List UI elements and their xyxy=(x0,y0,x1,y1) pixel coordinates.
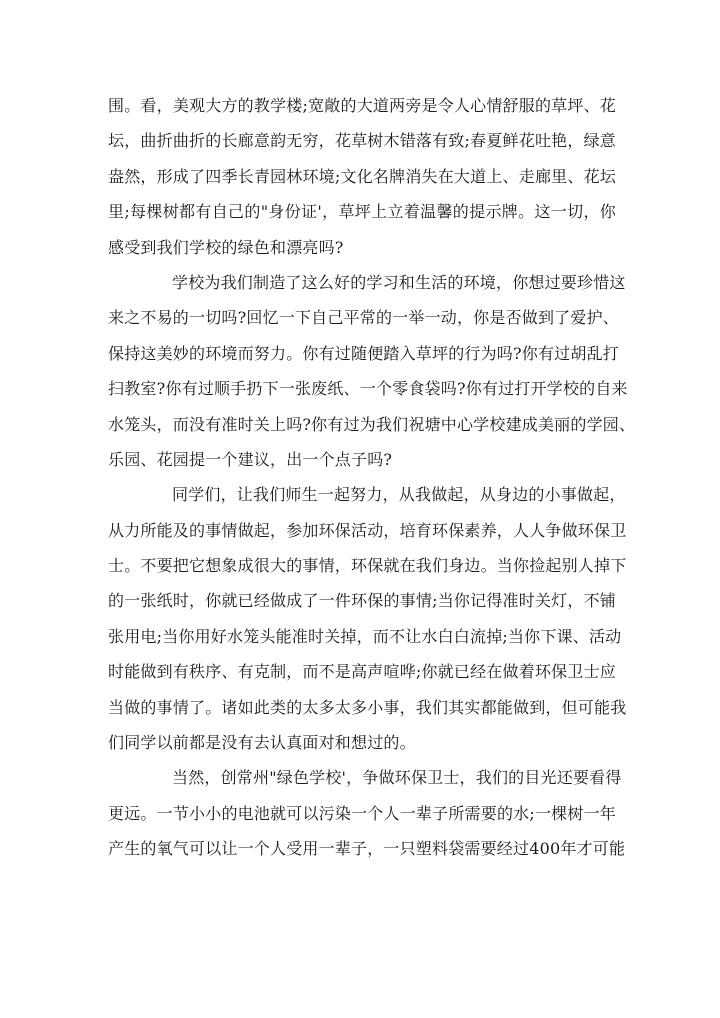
text-line: 从力所能及的事情做起，参加环保活动，培育环保素养，人人争做环保卫 xyxy=(108,520,627,540)
text-line: 围。看，美观大方的教学楼;宽敞的大道两旁是令人心情舒服的草坪、花 xyxy=(108,96,616,115)
text-line: 张用电;当你用好水笼头能准时关掉，而不让水白白流掉;当你下课、活动 xyxy=(108,626,622,646)
paragraph xyxy=(108,88,616,265)
text-line: 来之不易的一切吗?回忆一下自己平常的一举一动，你是否做到了爱护、 xyxy=(108,308,619,328)
text-line: 扫教室?你有过顺手扔下一张废纸、一个零食袋吗?你有过打开学校的自来 xyxy=(108,379,628,399)
text-line: 士。不要把它想象成很大的事情，环保就在我们身边。当你捡起别人掉下 xyxy=(108,556,627,576)
paragraph xyxy=(108,265,636,477)
document-body xyxy=(108,88,636,867)
text-line: 学校为我们制造了这么好的学习和生活的环境，你想过要珍惜这 xyxy=(172,272,626,292)
text-line: 感受到我们学校的绿色和漂亮吗? xyxy=(108,237,344,257)
text-line: 同学们，让我们师生一起努力，从我做起，从身边的小事做起， xyxy=(172,485,626,505)
text-line: 的一张纸时，你就已经做成了一件环保的事情;当你记得准时关灯，不铺 xyxy=(108,591,616,611)
paragraph xyxy=(108,760,626,866)
text-line: 时能做到有秩序、有克制，而不是高声喧哗;你就已经在做着环保卫士应 xyxy=(108,662,616,682)
text-line: 产生的氧气可以让一个人受用一辈子，一只塑料袋需要经过400年才可能 xyxy=(108,839,626,859)
text-line: 们同学以前都是没有去认真面对和想过的。 xyxy=(108,733,416,753)
text-line: 当然，创常州"绿色学校'，争做环保卫士，我们的目光还要看得 xyxy=(172,768,622,788)
text-line: 保持这美妙的环境而努力。你有过随便踏入草坪的行为吗?你有过胡乱打 xyxy=(108,343,619,363)
text-line: 当做的事情了。诸如此类的太多太多小事，我们其实都能做到，但可能我 xyxy=(108,697,627,717)
text-line: 坛，曲折曲折的长廊意韵无穷，花草树木错落有致;春夏鲜花吐艳，绿意 xyxy=(108,131,616,151)
text-line: 乐园、花园提一个建议，出一个点子吗? xyxy=(108,449,393,469)
text-line: 里;每棵树都有自己的"身份证'，草坪上立着温馨的提示牌。这一切，你 xyxy=(108,202,616,222)
text-line: 水笼头，而没有准时关上吗?你有过为我们祝塘中心学校建成美丽的学园、 xyxy=(108,414,636,434)
paragraph xyxy=(108,477,627,760)
text-line: 盎然，形成了四季长青园林环境;文化名牌消失在大道上、走廊里、花坛 xyxy=(108,166,616,186)
text-line: 更远。一节小小的电池就可以污染一个人一辈子所需要的水;一棵树一年 xyxy=(108,803,616,823)
